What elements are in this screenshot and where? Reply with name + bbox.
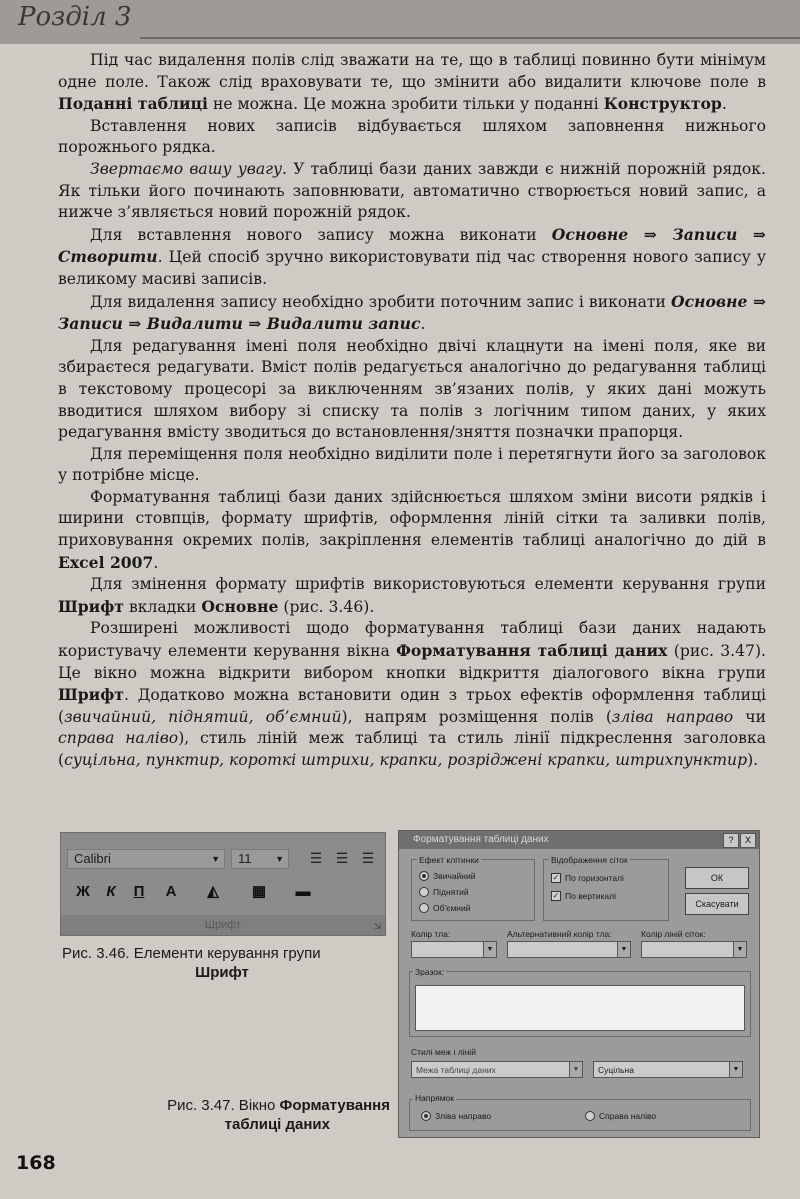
chevron-down-icon: ▼ [275, 854, 284, 864]
font-name-combo[interactable] [67, 849, 225, 869]
font-group-label: Шрифт [61, 915, 385, 935]
header-rule [140, 37, 800, 39]
alt-bg-color-label: Альтернативний колір тла: [507, 929, 612, 939]
font-size-value: 11 [238, 851, 252, 866]
font-group-figure [60, 832, 386, 936]
paragraph: Для видалення запису необхідно зробити поточним запис і виконати Основне ⇒ Записи ⇒ Видалити ⇒ Видалити запис. [58, 291, 767, 334]
grid-vertical-checkbox[interactable] [551, 891, 616, 901]
align-left-icon[interactable]: ☰ [309, 851, 323, 867]
paragraph: Розширені можливості щодо форматування таблиці бази даних надають користувачу елементи керування вікна Форматування таблиці даних (рис. 3.47). Це вікно можна відкрити вибором кнопки відкриття діалогового вікна групи Шрифт. Додатково можна встановити один з трьох ефектів оформлення таблиці (звичайний, піднятий, об’ємний), напрям розміщення полів (зліва направо чи справа наліво), стиль ліній меж таблиці та стиль лінії підкреслення заголовка (суцільна, пунктир, короткі штрихи, крапки, розріджені крапки, штрихпунктир). [58, 619, 766, 769]
ok-button[interactable]: ОК [685, 867, 749, 889]
direction-rtl-option[interactable] [585, 1111, 656, 1121]
radio-icon [419, 903, 429, 913]
paragraph: Звертаємо вашу увагу. У таблиці бази даних завжди є нижній порожній рядок. Як тільки його починають заповнювати, автоматично створюється новий запис, а нижче з’являється новий порожній рядок. [58, 159, 766, 222]
paragraph: Для редагування імені поля необхідно двічі клацнути на імені поля, яке ви збираєтеся редагувати. Вміст полів редагується аналогічно до редагування таблиці в текстовому процесорі за виключенням зв’язаних полів, у яких дані можуть вводитися шляхом вибору зі списку та полів з логічним типом даних, у яких редагування вмісту зводиться до встановлення/зняття позначки прапорця. [58, 336, 766, 442]
fig46-caption [62, 944, 382, 982]
border-type-value: Межа таблиці даних [416, 1065, 496, 1075]
gridlines-icon[interactable]: ▦ [251, 883, 267, 900]
direction-label: Напрямок [415, 1093, 454, 1103]
dialog-titlebar [399, 831, 759, 849]
line-style-combo[interactable] [593, 1061, 743, 1078]
grid-color-combo[interactable] [641, 941, 747, 958]
section-title: Розділ 3 [18, 2, 132, 32]
direction-rtl-label: Справа наліво [599, 1111, 657, 1121]
checkbox-checked-icon: ✓ [552, 891, 560, 900]
effect-option-sunken[interactable] [419, 903, 470, 913]
paragraph: Для змінення формату шрифтів використовуються елементи керування групи Шрифт вкладки Основне (рис. 3.46). [58, 575, 766, 616]
direction-ltr-label: Зліва направо [435, 1111, 492, 1121]
border-type-combo[interactable] [411, 1061, 583, 1078]
chevron-down-icon: ▼ [617, 942, 630, 957]
border-style-label: Стилі меж і ліній [411, 1047, 476, 1057]
chevron-down-icon: ▼ [733, 942, 746, 957]
dialog-launcher-icon[interactable]: ⇲ [373, 922, 381, 932]
effect-option-normal[interactable] [419, 871, 476, 881]
fig47-caption-text: Рис. 3.47. Вікно [167, 1097, 276, 1114]
paragraph: Для переміщення поля необхідно виділити поле і перетягнути його за заголовок у потрібне місце. [58, 444, 766, 485]
paragraph: Для вставлення нового запису можна виконати Основне ⇒ Записи ⇒ Створити. Цей спосіб зручно використовувати під час створення нового запису у великому масиві записів. [58, 224, 766, 288]
body-text [58, 50, 766, 772]
grid-option-label: По вертикалі [565, 891, 617, 901]
paragraph: Форматування таблиці бази даних здійснюється шляхом зміни висоти рядків і ширини стовпців, формату шрифтів, оформлення ліній сітки та заливки полів, приховування окремих полів, закріплення елементів таблиці аналогічно до дій в Excel 2007. [58, 487, 766, 572]
chevron-down-icon: ▼ [569, 1062, 582, 1077]
effect-option-raised[interactable] [419, 887, 469, 897]
paragraph: Під час видалення полів слід зважати на те, що в таблиці повинно бути мінімум одне поле. Також слід враховувати те, що змінити або видалити ключове поле в Поданні таблиці не можна. Це можна зробити тільки у поданні Конструктор. [58, 51, 766, 114]
gridlines-group-label: Відображення сіток [551, 855, 628, 865]
fig47-caption [128, 1096, 390, 1134]
checkbox-checked-icon: ✓ [552, 873, 560, 882]
direction-ltr-option[interactable] [421, 1111, 491, 1121]
fig47-caption-bold2: таблиці даних [224, 1116, 330, 1133]
page-number: 168 [16, 1152, 56, 1174]
line-style-value: Суцільна [598, 1065, 634, 1075]
help-button[interactable]: ? [723, 833, 739, 848]
format-datasheet-dialog [398, 830, 760, 1138]
section-header [0, 0, 800, 44]
font-color-button[interactable]: А [165, 883, 177, 900]
radio-icon [419, 887, 429, 897]
font-name-value: Calibri [74, 851, 111, 866]
radio-selected-icon [419, 871, 429, 881]
effect-group-label: Ефект клітинки [419, 855, 479, 865]
fig47-caption-bold1: Форматування [279, 1097, 390, 1114]
close-button[interactable]: X [740, 833, 756, 848]
fig46-caption-text: Рис. 3.46. Елементи керування групи [62, 945, 321, 962]
alt-row-color-icon[interactable]: ▬ [295, 883, 311, 900]
dialog-title: Форматування таблиці даних [413, 834, 549, 845]
italic-button[interactable]: К [106, 883, 116, 900]
chevron-down-icon: ▼ [483, 942, 496, 957]
font-size-combo[interactable] [231, 849, 289, 869]
grid-color-label: Колір ліній сіток: [641, 929, 706, 939]
fig46-caption-bold: Шрифт [195, 964, 249, 981]
paragraph: Вставлення нових записів відбувається шляхом заповнення нижнього порожнього рядка. [58, 116, 766, 157]
align-center-icon[interactable]: ☰ [335, 851, 349, 867]
grid-option-label: По горизонталі [565, 873, 624, 883]
fill-color-icon[interactable]: ◭ [207, 883, 219, 900]
align-right-icon[interactable]: ☰ [361, 851, 375, 867]
chevron-down-icon: ▼ [729, 1062, 742, 1077]
underline-button[interactable]: П [133, 883, 145, 900]
alt-bg-color-combo[interactable] [507, 941, 631, 958]
gridlines-group [543, 859, 669, 921]
chevron-down-icon: ▼ [211, 854, 220, 864]
cancel-button[interactable]: Скасувати [685, 893, 749, 915]
effect-option-label: Об'ємний [433, 903, 471, 913]
bg-color-combo[interactable] [411, 941, 497, 958]
bg-color-label: Колір тла: [411, 929, 451, 939]
radio-selected-icon [421, 1111, 431, 1121]
sample-label: Зразок: [415, 967, 445, 977]
effect-option-label: Звичайний [433, 871, 476, 881]
bold-button[interactable]: Ж [76, 883, 90, 900]
sample-preview [415, 985, 745, 1031]
grid-horizontal-checkbox[interactable] [551, 873, 624, 883]
effect-option-label: Піднятий [433, 887, 469, 897]
radio-icon [585, 1111, 595, 1121]
